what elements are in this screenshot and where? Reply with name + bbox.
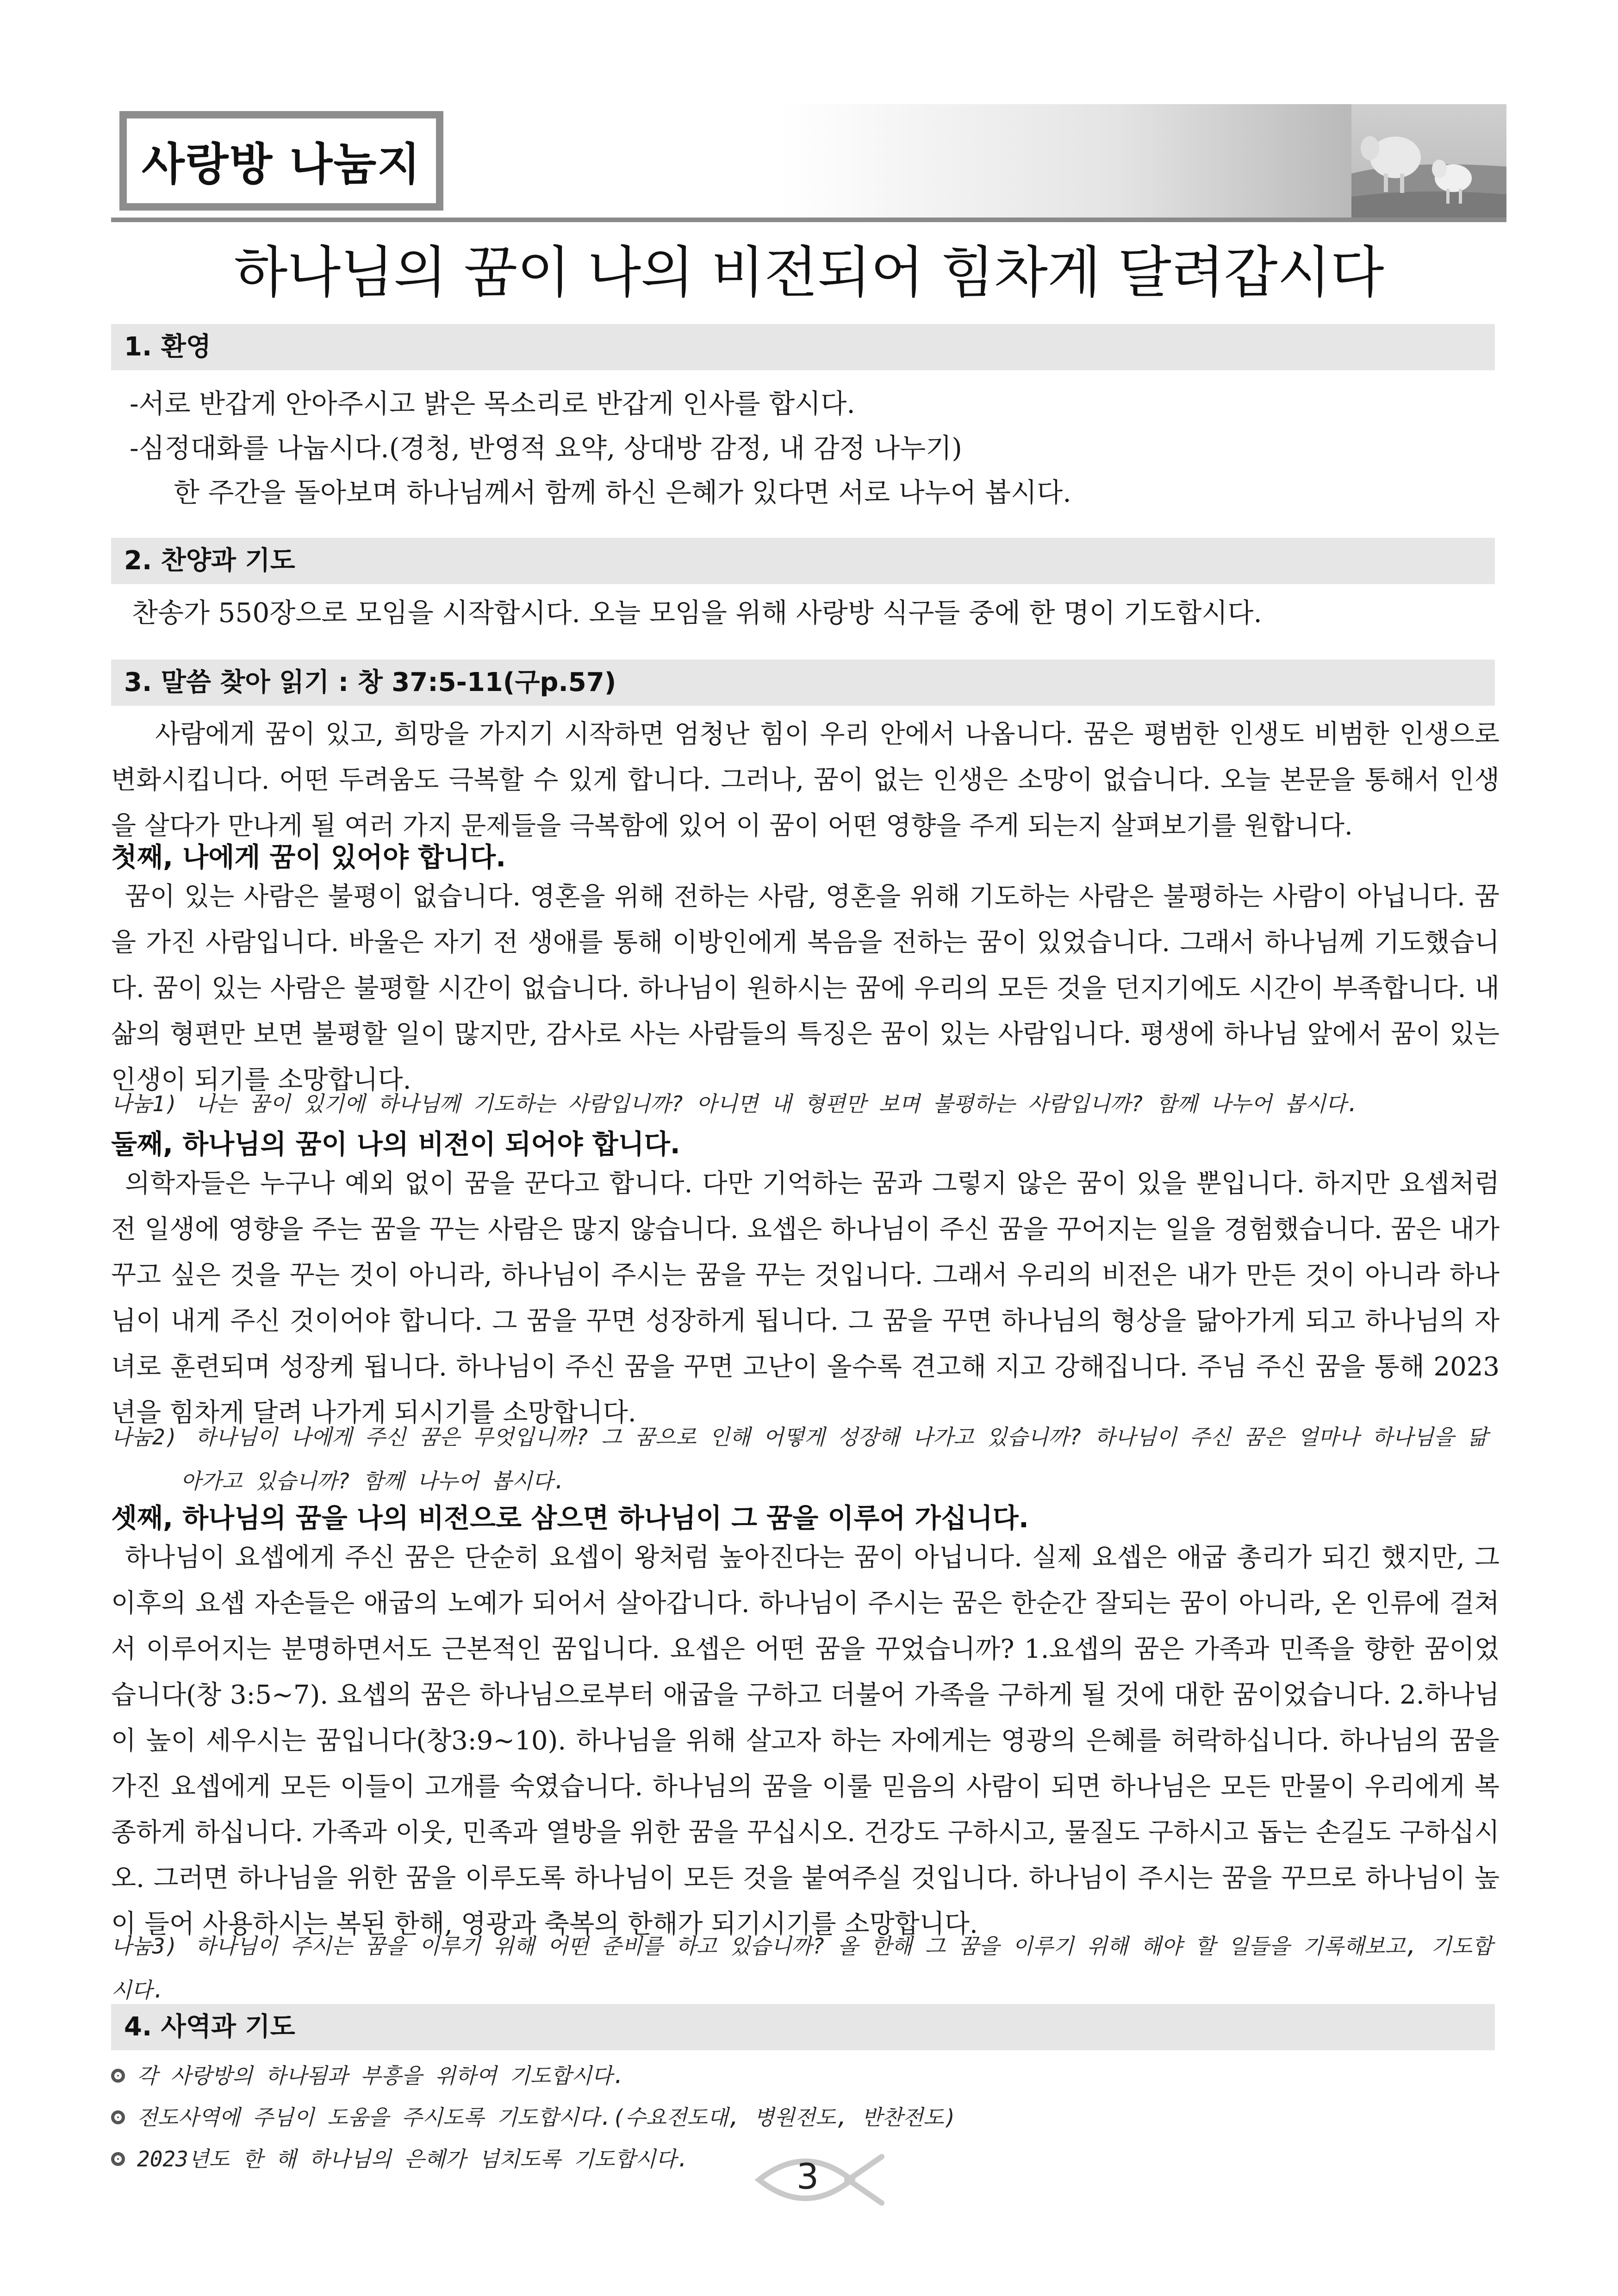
welcome-line-1: -서로 반갑게 안아주시고 밝은 목소리로 반갑게 인사를 합시다. [130,388,855,419]
share2 [111,1415,1500,1503]
word-intro: 사람에게 꿈이 있고, 희망을 가지기 시작하면 엄청난 힘이 우리 안에서 나옵니다. 꿈은 평범한 인생도 비범한 인생으로 변화시킵니다. 어떤 두려움도 극복할 수 있게 합니다. 그러나, 꿈이 없는 인생은 소망이 없습니다. 오늘 본문을 통해서 인생을 살다가 만나게 될 여러 가지 문제들을 극복함에 있어 이 꿈이 어떤 영향을 주게 되는지 살펴보기를 원합니다. [111,719,1500,841]
point2-heading: 둘째, 하나님의 꿈이 나의 비전이 되어야 합니다. [111,1128,680,1160]
circle-bullet-icon [111,2110,125,2124]
share2-label: 나눔2) [111,1425,178,1450]
point3-heading: 셋째, 하나님의 꿈을 나의 비전으로 삼으면 하나님이 그 꿈을 이루어 가십니다. [111,1502,1029,1534]
section-label: 사랑방 나눔지 [142,138,421,190]
praise-text: 찬송가 550장으로 모임을 시작합시다. 오늘 모임을 위해 사랑방 식구들 중에 한 명이 기도합시다. [132,597,1262,628]
prayer-item [111,2097,957,2138]
share2-text-cont: 아가고 있습니까? 함께 나누어 봅시다. [180,1468,566,1493]
prayer-text: 각 사랑방의 하나됨과 부흥을 위하여 기도합시다. [137,2063,625,2088]
circle-bullet-icon [111,2152,125,2166]
share3-label: 나눔3) [111,1934,178,1959]
sheep-photo [1351,104,1506,222]
prayer-text: 전도사역에 주님이 도움을 주시도록 기도합시다.(수요전도대, 병원전도, 반찬전도) [137,2105,957,2130]
share2-text: 하나님이 나에게 주신 꿈은 무엇입니까? 그 꿈으로 인해 어떻게 성장해 나가고 있습니까? 하나님이 주신 꿈은 얼마나 하나님을 닮 [195,1425,1488,1450]
prayer-item [111,2055,625,2097]
page-number: 3 [796,2156,819,2197]
page-number-badge [750,2147,889,2212]
circle-bullet-icon [111,2069,125,2083]
prayer-text: 2023년도 한 해 하나님의 은혜가 넘치도록 기도합시다. [137,2147,690,2172]
section-heading-word: 3. 말씀 찾아 읽기 : 창 37:5-11(구p.57) [111,660,1495,706]
page-title: 하나님의 꿈이 나의 비전되어 힘차게 달려갑시다 [234,241,1384,305]
prayer-item [111,2138,689,2180]
header-label-box [119,111,443,211]
section-heading-praise: 2. 찬양과 기도 [111,538,1495,584]
header-rule [111,218,1506,222]
share1-label: 나눔1) [111,1091,178,1116]
point1-heading: 첫째, 나에게 꿈이 있어야 합니다. [111,841,506,873]
share3-text: 하나님이 주시는 꿈을 이루기 위해 어떤 준비를 하고 있습니까? 올 한해 그 꿈을 이루기 위해 해야 할 일들을 기록해보고, 기도합시다. [111,1934,1493,2003]
share1 [111,1082,1500,1126]
share1-text: 나는 꿈이 있기에 하나님께 기도하는 사람입니까? 아니면 내 형편만 보며 불평하는 사람입니까? 함께 나누어 봅시다. [195,1091,1359,1116]
point1-body: 꿈이 있는 사람은 불평이 없습니다. 영혼을 위해 전하는 사람, 영혼을 위해 기도하는 사람은 불평하는 사람이 아닙니다. 꿈을 가진 사람입니다. 바울은 자기 전 생애를 통해 이방인에게 복음을 전하는 꿈이 있었습니다. 그래서 하나님께 기도했습니다. 꿈이 있는 사람은 불평할 시간이 없습니다. 하나님이 원하시는 꿈에 우리의 모든 것을 던지기에도 시간이 부족합니다. 내 삶의 형편만 보면 불평할 일이 많지만, 감사로 사는 사람들의 특징은 꿈이 있는 사람입니다. 평생에 하나님 앞에서 꿈이 있는 인생이 되기를 소망합니다. [111,882,1500,1095]
point2-body: 의학자들은 누구나 예외 없이 꿈을 꾼다고 합니다. 다만 기억하는 꿈과 그렇지 않은 꿈이 있을 뿐입니다. 하지만 요셉처럼 전 일생에 영향을 주는 꿈을 꾸는 사람은 많지 않습니다. 요셉은 하나님이 주신 꿈을 꾸어지는 일을 경험했습니다. 꿈은 내가 꾸고 싶은 것을 꾸는 것이 아니라, 하나님이 주시는 꿈을 꾸는 것입니다. 그래서 우리의 비전은 내가 만든 것이 아니라 하나님이 내게 주신 것이어야 합니다. 그 꿈을 꾸면 성장하게 됩니다. 그 꿈을 꾸면 하나님의 형상을 닮아가게 되고 하나님의 자녀로 훈련되며 성장케 됩니다. 하나님이 주신 꿈을 꾸면 고난이 올수록 견고해 지고 강해집니다. 주님 주신 꿈을 통해 2023년을 힘차게 달려 나가게 되시기를 소망합니다. [111,1169,1500,1428]
section-heading-mission: 4. 사역과 기도 [111,2004,1495,2050]
welcome-line-3: 한 주간을 돌아보며 하나님께서 함께 하신 은혜가 있다면 서로 나누어 봅시다. [174,477,1071,508]
share3 [111,1924,1500,2012]
section-heading-welcome: 1. 환영 [111,324,1495,370]
welcome-line-2: -심정대화를 나눕시다.(경청, 반영적 요약, 상대방 감정, 내 감정 나누기) [130,432,962,464]
point3-body: 하나님이 요셉에게 주신 꿈은 단순히 요셉이 왕처럼 높아진다는 꿈이 아닙니다. 실제 요셉은 애굽 총리가 되긴 했지만, 그 이후의 요셉 자손들은 애굽의 노예가 되어서 살아갑니다. 하나님이 주시는 꿈은 한순간 잘되는 꿈이 아니라, 온 인류에 걸쳐서 이루어지는 분명하면서도 근본적인 꿈입니다. 요셉은 어떤 꿈을 꾸었습니까? 1.요셉의 꿈은 가족과 민족을 향한 꿈이었습니다(창 3:5~7). 요셉의 꿈은 하나님으로부터 애굽을 구하고 더불어 가족을 구하게 될 것에 대한 꿈이었습니다. 2.하나님이 높이 세우시는 꿈입니다(창3:9~10). 하나님을 위해 살고자 하는 자에게는 영광의 은혜를 허락하십니다. 하나님의 꿈을 가진 요셉에게 모든 이들이 고개를 숙였습니다. 하나님의 꿈을 이룰 믿음의 사람이 되면 하나님은 모든 만물이 우리에게 복종하게 하십니다. 가족과 이웃, 민족과 열방을 위한 꿈을 꾸십시오. 건강도 구하시고, 물질도 구하시고 돕는 손길도 구하십시오. 그러면 하나님을 위한 꿈을 이루도록 하나님이 모든 것을 붙여주실 것입니다. 하나님이 주시는 꿈을 꾸므로 하나님이 높이 들어 사용하시는 복된 한해, 영광과 축복의 한해가 되기시기를 소망합니다. [111,1543,1500,1939]
